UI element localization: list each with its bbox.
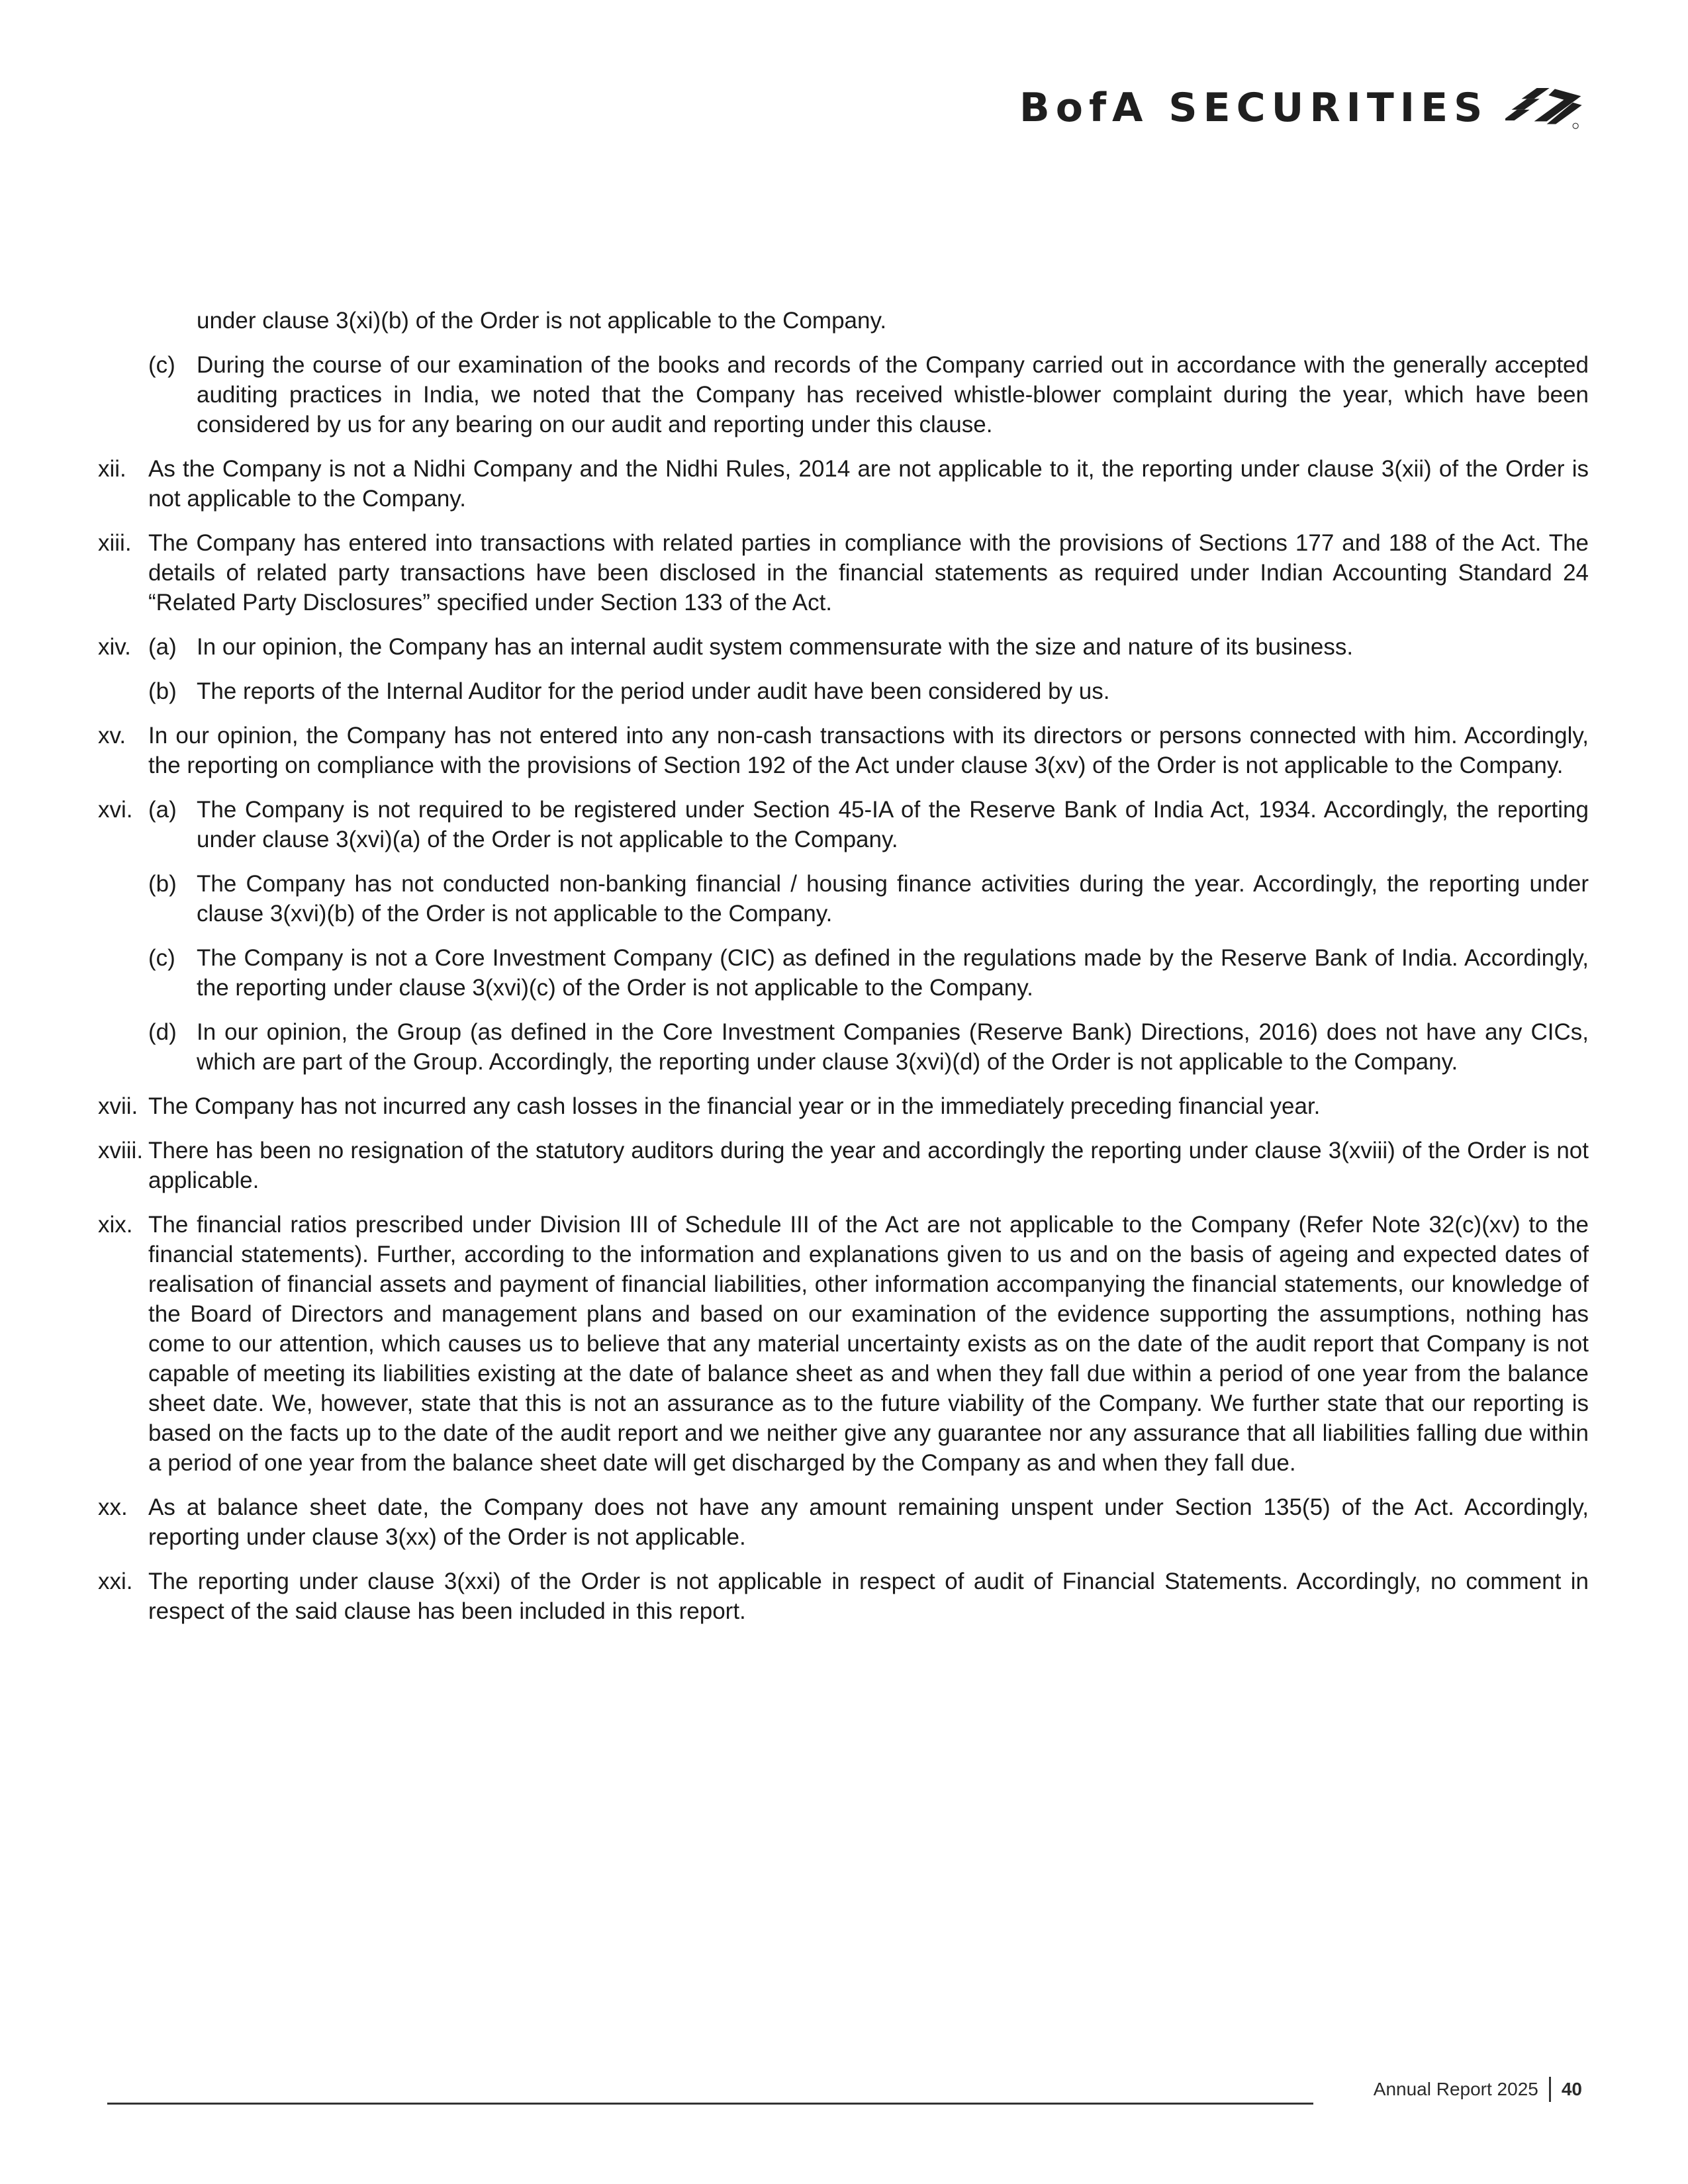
bofa-securities-logo [1019,71,1582,144]
report-body [98,306,1589,1641]
sub-clause-label: (b) [148,678,177,704]
bofa-flag-icon [1505,75,1582,141]
clause-xvii [98,1091,1589,1121]
page-footer [1374,2077,1582,2102]
sub-clause-label: (a) [148,634,177,660]
page-number: 40 [1561,2079,1582,2099]
clause-text: The Company has not incurred any cash losses in the financial year or in the immediately preceding financial year. [148,1093,1321,1119]
clause-text: The reporting under clause 3(xxi) of the Order is not applicable in respect of audit of Financial Statements. Accordingly, no comment in respect of the said clause has been included in this report. [148,1569,1589,1624]
sub-clause-label: (c) [148,352,175,378]
sub-clause-text: During the course of our examination of the books and records of the Company carried out in accordance with the generally accepted auditing practices in India, we noted that the Company has received whistle-blower complaint during the year, which have been considered by us for any bearing on our audit and reporting under this clause. [197,352,1589,437]
clause-xiv-b [148,676,1589,706]
sub-clause-label: (a) [148,797,177,823]
clause-xx [98,1492,1589,1552]
clause-text: The Company has entered into transactions with related parties in compliance with the provisions of Sections 177 and 188 of the Act. The details of related party transactions have been disclosed in the financial statements as required under Indian Accounting Standard 24 “Related Party Disclosures” specified under Section 133 of the Act. [148,530,1589,615]
footer-divider [107,2103,1313,2105]
clause-text: As the Company is not a Nidhi Company and the Nidhi Rules, 2014 are not applicable to it, the reporting under clause 3(xii) of the Order is not applicable to the Company. [148,456,1589,512]
clause-xii [98,454,1589,514]
clause-xvi-b [148,869,1589,929]
clause-xiv-a [148,632,1589,662]
footer-separator [1549,2077,1551,2102]
clause-xviii [98,1136,1589,1195]
clause-xiii [98,528,1589,617]
continued-clause-text: under clause 3(xi)(b) of the Order is not applicable to the Company. [197,308,887,334]
footer-report-title: Annual Report 2025 [1373,2079,1538,2099]
sub-clause-label: (d) [148,1019,177,1045]
sub-clause-text: The reports of the Internal Auditor for the period under audit have been considered by us. [197,678,1110,704]
sub-clause-text: The Company is not required to be registered under Section 45-IA of the Reserve Bank of India Act, 1934. Accordingly, the reporting under clause 3(xvi)(a) of the Order is not applicable to the Company. [197,797,1589,852]
logo-text: BofA SECURITIES [1019,85,1489,131]
clause-label: xxi. [98,1569,133,1594]
sub-clause-label: (c) [148,945,175,971]
clause-label: xvii. [98,1093,138,1119]
clause-xi-c [148,350,1589,439]
sub-clause-text: In our opinion, the Group (as defined in the Core Investment Companies (Reserve Bank) Directions, 2016) does not have any CICs, which are part of the Group. Accordingly, the reporting under clause 3(xvi)(d) of the Order is not applicable to the Company. [197,1019,1589,1075]
clause-label: xiii. [98,530,132,556]
clause-xiv [98,632,1589,706]
clause-label: xv. [98,723,126,749]
clause-sub-list [148,795,1589,1077]
clause-text: As at balance sheet date, the Company does not have any amount remaining unspent under Section 135(5) of the Act. Accordingly, reporting under clause 3(xx) of the Order is not applicable. [148,1494,1589,1550]
clause-xix [98,1210,1589,1478]
clause-xxi [98,1567,1589,1626]
clause-xv [98,721,1589,780]
clause-label: xix. [98,1212,133,1238]
clause-label: xviii. [98,1138,144,1163]
clause-label: xvi. [98,797,133,823]
clause-xvi-c [148,943,1589,1003]
clause-xvi-d [148,1017,1589,1077]
clause-text: The financial ratios prescribed under Division III of Schedule III of the Act are not applicable to the Company (Refer Note 32(c)(xv) to the financial statements). Further, according to the information and explanations given to us and on the basis of ageing and expected dates of realisation of financial assets and payment of financial liabilities, other information accompanying the financial statements, our knowledge of the Board of Directors and management plans and based on our examination of the evidence supporting the assumptions, nothing has come to our attention, which causes us to believe that any material uncertainty exists as on the date of the audit report that Company is not capable of meeting its liabilities existing at the date of balance sheet as and when they fall due within a period of one year from the balance sheet date. We, however, state that this is not an assurance as to the future viability of the Company. We further state that our reporting is based on the facts up to the date of the audit report and we neither give any guarantee nor any assurance that all liabilities falling due within a period of one year from the balance sheet date will get discharged by the Company as and when they fall due. [148,1212,1589,1476]
clause-xvi-a [148,795,1589,854]
clause-sub-list [148,632,1589,706]
clause-text: In our opinion, the Company has not entered into any non-cash transactions with its directors or persons connected with him. Accordingly, the reporting on compliance with the provisions of Section 192 of the Act under clause 3(xv) of the Order is not applicable to the Company. [148,723,1589,778]
clause-label: xiv. [98,634,131,660]
sub-clause-text: The Company is not a Core Investment Company (CIC) as defined in the regulations made by the Reserve Bank of India. Accordingly, the reporting under clause 3(xvi)(c) of the Order is not applicable to the Company. [197,945,1589,1001]
clause-label: xii. [98,456,126,482]
clause-xvi [98,795,1589,1077]
clause-label: xx. [98,1494,128,1520]
sub-clause-text: In our opinion, the Company has an internal audit system commensurate with the size and nature of its business. [197,634,1354,660]
sub-clause-label: (b) [148,871,177,897]
sub-clause-text: The Company has not conducted non-banking financial / housing finance activities during the year. Accordingly, the reporting under clause 3(xvi)(b) of the Order is not applicable to the Company. [197,871,1589,927]
clause-text: There has been no resignation of the statutory auditors during the year and accordingly the reporting under clause 3(xviii) of the Order is not applicable. [148,1138,1589,1193]
